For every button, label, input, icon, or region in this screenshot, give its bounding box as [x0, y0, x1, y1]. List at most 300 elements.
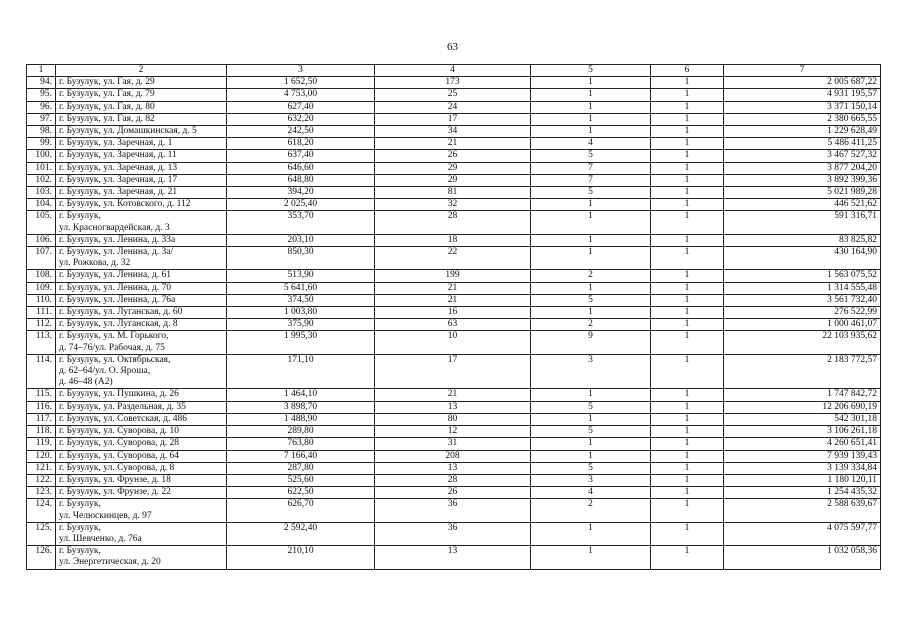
table-row — [27, 282, 881, 294]
table-row — [27, 113, 881, 125]
col6-cell: 1 — [651, 199, 724, 211]
cost-cell: 1 032 058,36 — [724, 546, 881, 569]
address-cell — [56, 270, 227, 282]
area-cell: 210,10 — [227, 546, 375, 569]
col4-cell: 21 — [375, 294, 531, 306]
area-cell: 622,50 — [227, 487, 375, 499]
table-row — [27, 413, 881, 425]
area-cell: 4 753,00 — [227, 89, 375, 101]
area-cell: 1 464,10 — [227, 389, 375, 401]
cost-cell: 430 164,90 — [724, 247, 881, 270]
row-number-cell: 107. — [27, 247, 56, 270]
area-cell: 646,60 — [227, 162, 375, 174]
row-number-cell: 99. — [27, 138, 56, 150]
page-number: 63 — [447, 41, 458, 53]
col5-cell: 1 — [531, 307, 651, 319]
col4-cell: 29 — [375, 162, 531, 174]
col5-cell: 7 — [531, 174, 651, 186]
column-header: 4 — [375, 65, 531, 77]
address-cell — [56, 294, 227, 306]
col6-cell: 1 — [651, 462, 724, 474]
area-cell: 850,30 — [227, 247, 375, 270]
cost-cell: 4 931 195,57 — [724, 89, 881, 101]
col5-cell: 1 — [531, 546, 651, 569]
col4-cell: 13 — [375, 462, 531, 474]
row-number-cell: 103. — [27, 187, 56, 199]
col4-cell: 28 — [375, 474, 531, 486]
col5-cell: 1 — [531, 282, 651, 294]
area-cell: 394,20 — [227, 187, 375, 199]
address-cell — [56, 389, 227, 401]
cost-cell: 446 521,62 — [724, 199, 881, 211]
area-cell: 7 166,40 — [227, 450, 375, 462]
address-line: г. Бузулук, ул. Фрунзе, д. 18 — [59, 474, 171, 485]
col6-cell: 1 — [651, 438, 724, 450]
col5-cell: 5 — [531, 294, 651, 306]
col5-cell: 2 — [531, 319, 651, 331]
area-cell: 353,70 — [227, 211, 375, 234]
address-cell — [56, 319, 227, 331]
col4-cell: 173 — [375, 77, 531, 89]
area-cell: 203,10 — [227, 234, 375, 246]
col4-cell: 81 — [375, 187, 531, 199]
col5-cell: 1 — [531, 113, 651, 125]
table-row — [27, 174, 881, 186]
col5-cell: 5 — [531, 462, 651, 474]
address-cell — [56, 174, 227, 186]
address-line: г. Бузулук, ул. Котовского, д. 112 — [59, 199, 191, 210]
address-cell — [56, 162, 227, 174]
header-row — [27, 65, 881, 77]
cost-cell: 22 103 935,62 — [724, 331, 881, 354]
col5-cell: 9 — [531, 331, 651, 354]
col4-cell: 13 — [375, 401, 531, 413]
area-cell: 374,50 — [227, 294, 375, 306]
address-line: г. Бузулук, ул. Гая, д. 79 — [59, 89, 155, 100]
table-row — [27, 401, 881, 413]
address-line: г. Бузулук, ул. М. Горького, — [59, 331, 169, 342]
address-line: г. Бузулук, ул. Домашкинская, д. 5 — [59, 126, 197, 137]
col5-cell: 1 — [531, 450, 651, 462]
col4-cell: 32 — [375, 199, 531, 211]
col5-cell: 1 — [531, 211, 651, 234]
row-number-cell: 104. — [27, 199, 56, 211]
col6-cell: 1 — [651, 522, 724, 545]
address-line: г. Бузулук, ул. Заречная, д. 21 — [59, 187, 178, 198]
col4-cell: 21 — [375, 389, 531, 401]
address-line: д. 46–48 (А2) — [59, 377, 113, 388]
row-number-cell: 116. — [27, 401, 56, 413]
row-number-cell: 124. — [27, 499, 56, 522]
col6-cell: 1 — [651, 474, 724, 486]
col4-cell: 80 — [375, 413, 531, 425]
row-number-cell: 109. — [27, 282, 56, 294]
address-line: г. Бузулук, ул. Гая, д. 29 — [59, 77, 155, 88]
col6-cell: 1 — [651, 413, 724, 425]
row-number-cell: 119. — [27, 438, 56, 450]
col4-cell: 24 — [375, 101, 531, 113]
address-line: г. Бузулук, ул. Заречная, д. 1 — [59, 138, 173, 149]
col6-cell: 1 — [651, 426, 724, 438]
table-row — [27, 89, 881, 101]
address-cell — [56, 426, 227, 438]
col6-cell: 1 — [651, 331, 724, 354]
address-line: г. Бузулук, ул. Заречная, д. 13 — [59, 162, 178, 173]
address-line: г. Бузулук, ул. Ленина, д. 3а/ — [59, 247, 174, 258]
area-cell: 171,10 — [227, 354, 375, 389]
row-number-cell: 115. — [27, 389, 56, 401]
col6-cell: 1 — [651, 126, 724, 138]
table-row — [27, 319, 881, 331]
col5-cell: 3 — [531, 354, 651, 389]
area-cell: 1 652,50 — [227, 77, 375, 89]
table-row — [27, 199, 881, 211]
cost-cell: 1 314 555,48 — [724, 282, 881, 294]
table-row — [27, 294, 881, 306]
address-line: г. Бузулук, ул. Суворова, д. 8 — [59, 462, 175, 473]
column-header: 7 — [724, 65, 881, 77]
address-line: г. Бузулук, ул. Раздельная, д. 35 — [59, 401, 186, 412]
table-row — [27, 426, 881, 438]
col4-cell: 13 — [375, 546, 531, 569]
col5-cell: 5 — [531, 187, 651, 199]
col4-cell: 22 — [375, 247, 531, 270]
address-cell — [56, 474, 227, 486]
cost-cell: 3 877 204,20 — [724, 162, 881, 174]
address-cell — [56, 331, 227, 354]
col6-cell: 1 — [651, 174, 724, 186]
col4-cell: 16 — [375, 307, 531, 319]
address-line: г. Бузулук, ул. Пушкина, д. 26 — [59, 389, 179, 400]
cost-cell: 1 000 461,07 — [724, 319, 881, 331]
area-cell: 5 641,60 — [227, 282, 375, 294]
col4-cell: 208 — [375, 450, 531, 462]
cost-cell: 3 561 732,40 — [724, 294, 881, 306]
address-cell — [56, 211, 227, 234]
cost-cell: 2 588 639,67 — [724, 499, 881, 522]
table-row — [27, 211, 881, 234]
col6-cell: 1 — [651, 270, 724, 282]
cost-cell: 12 206 690,19 — [724, 401, 881, 413]
cost-cell: 2 380 665,55 — [724, 113, 881, 125]
col6-cell: 1 — [651, 211, 724, 234]
address-line: ул. Челюскинцев, д. 97 — [59, 510, 152, 521]
col4-cell: 199 — [375, 270, 531, 282]
cost-cell: 1 180 120,11 — [724, 474, 881, 486]
col5-cell: 7 — [531, 162, 651, 174]
housing-table — [26, 64, 881, 570]
col4-cell: 17 — [375, 354, 531, 389]
cost-cell: 5 021 989,28 — [724, 187, 881, 199]
col5-cell: 1 — [531, 413, 651, 425]
table-row — [27, 162, 881, 174]
area-cell: 242,50 — [227, 126, 375, 138]
col6-cell: 1 — [651, 77, 724, 89]
address-cell — [56, 401, 227, 413]
table-body — [27, 77, 881, 569]
col6-cell: 1 — [651, 389, 724, 401]
col6-cell: 1 — [651, 113, 724, 125]
cost-cell: 1 747 842,72 — [724, 389, 881, 401]
col5-cell: 2 — [531, 270, 651, 282]
address-line: г. Бузулук, ул. Суворова, д. 28 — [59, 438, 180, 449]
col6-cell: 1 — [651, 354, 724, 389]
address-cell — [56, 89, 227, 101]
area-cell: 1 995,30 — [227, 331, 375, 354]
table-row — [27, 450, 881, 462]
table-row — [27, 77, 881, 89]
col5-cell: 1 — [531, 126, 651, 138]
cost-cell: 5 486 411,25 — [724, 138, 881, 150]
cost-cell: 1 254 435,32 — [724, 487, 881, 499]
cost-cell: 591 316,71 — [724, 211, 881, 234]
area-cell: 289,80 — [227, 426, 375, 438]
area-cell: 632,20 — [227, 113, 375, 125]
table-row — [27, 438, 881, 450]
col5-cell: 1 — [531, 389, 651, 401]
table-row — [27, 247, 881, 270]
col4-cell: 21 — [375, 138, 531, 150]
col4-cell: 28 — [375, 211, 531, 234]
col6-cell: 1 — [651, 450, 724, 462]
area-cell: 2 025,40 — [227, 199, 375, 211]
col4-cell: 31 — [375, 438, 531, 450]
area-cell: 3 898,70 — [227, 401, 375, 413]
col6-cell: 1 — [651, 307, 724, 319]
col4-cell: 21 — [375, 282, 531, 294]
address-line: г. Бузулук, — [59, 522, 101, 533]
address-line: г. Бузулук, ул. Советская, д. 486 — [59, 413, 187, 424]
address-cell — [56, 187, 227, 199]
table-row — [27, 307, 881, 319]
cost-cell: 1 563 075,52 — [724, 270, 881, 282]
table-row — [27, 354, 881, 389]
address-cell — [56, 462, 227, 474]
row-number-cell: 114. — [27, 354, 56, 389]
col6-cell: 1 — [651, 150, 724, 162]
table-row — [27, 270, 881, 282]
table-row — [27, 499, 881, 522]
col5-cell: 1 — [531, 77, 651, 89]
col4-cell: 29 — [375, 174, 531, 186]
cost-cell: 83 825,82 — [724, 234, 881, 246]
table-row — [27, 389, 881, 401]
table-row — [27, 234, 881, 246]
address-cell — [56, 354, 227, 389]
area-cell: 627,40 — [227, 101, 375, 113]
cost-cell: 3 139 334,84 — [724, 462, 881, 474]
address-line: г. Бузулук, — [59, 211, 101, 222]
address-line: г. Бузулук, — [59, 499, 101, 510]
address-cell — [56, 247, 227, 270]
address-cell — [56, 546, 227, 569]
address-cell — [56, 413, 227, 425]
table-row — [27, 462, 881, 474]
col4-cell: 26 — [375, 150, 531, 162]
row-number-cell: 96. — [27, 101, 56, 113]
col6-cell: 1 — [651, 401, 724, 413]
col5-cell: 1 — [531, 101, 651, 113]
row-number-cell: 100. — [27, 150, 56, 162]
col5-cell: 1 — [531, 89, 651, 101]
cost-cell: 3 106 261,18 — [724, 426, 881, 438]
col4-cell: 36 — [375, 499, 531, 522]
cost-cell: 3 892 399,36 — [724, 174, 881, 186]
address-line: ул. Шевченко, д. 76а — [59, 533, 142, 544]
area-cell: 375,90 — [227, 319, 375, 331]
address-cell — [56, 101, 227, 113]
col5-cell: 1 — [531, 247, 651, 270]
area-cell: 1 003,80 — [227, 307, 375, 319]
cost-cell: 3 371 150,14 — [724, 101, 881, 113]
row-number-cell: 102. — [27, 174, 56, 186]
address-cell — [56, 307, 227, 319]
row-number-cell: 120. — [27, 450, 56, 462]
column-header: 5 — [531, 65, 651, 77]
address-cell — [56, 282, 227, 294]
cost-cell: 3 467 527,32 — [724, 150, 881, 162]
table-row — [27, 101, 881, 113]
col5-cell: 4 — [531, 487, 651, 499]
address-line: г. Бузулук, ул. Ленина, д. 70 — [59, 282, 172, 293]
address-cell — [56, 138, 227, 150]
row-number-cell: 122. — [27, 474, 56, 486]
address-cell — [56, 499, 227, 522]
table-row — [27, 150, 881, 162]
cost-cell: 7 939 139,43 — [724, 450, 881, 462]
col6-cell: 1 — [651, 187, 724, 199]
area-cell: 525,60 — [227, 474, 375, 486]
address-line: г. Бузулук, ул. Заречная, д. 17 — [59, 174, 178, 185]
table-row — [27, 126, 881, 138]
cost-cell: 4 260 651,41 — [724, 438, 881, 450]
row-number-cell: 126. — [27, 546, 56, 569]
address-line: г. Бузулук, ул. Ленина, д. 61 — [59, 270, 172, 281]
table-row — [27, 522, 881, 545]
col5-cell: 1 — [531, 234, 651, 246]
row-number-cell: 112. — [27, 319, 56, 331]
table-row — [27, 474, 881, 486]
address-line: ул. Красногвардейская, д. 3 — [59, 222, 170, 233]
address-cell — [56, 77, 227, 89]
col6-cell: 1 — [651, 138, 724, 150]
row-number-cell: 111. — [27, 307, 56, 319]
col4-cell: 10 — [375, 331, 531, 354]
col6-cell: 1 — [651, 319, 724, 331]
col5-cell: 2 — [531, 499, 651, 522]
row-number-cell: 105. — [27, 211, 56, 234]
address-line: г. Бузулук, ул. Октябрьская, — [59, 354, 171, 365]
col5-cell: 5 — [531, 426, 651, 438]
table-row — [27, 487, 881, 499]
address-line: ул. Энергетическая, д. 20 — [59, 557, 161, 568]
col6-cell: 1 — [651, 487, 724, 499]
address-cell — [56, 150, 227, 162]
address-line: г. Бузулук, ул. Заречная, д. 11 — [59, 150, 177, 161]
cost-cell: 4 075 597,77 — [724, 522, 881, 545]
col4-cell: 25 — [375, 89, 531, 101]
area-cell: 637,40 — [227, 150, 375, 162]
address-cell — [56, 487, 227, 499]
address-cell — [56, 199, 227, 211]
address-cell — [56, 450, 227, 462]
address-line: г. Бузулук, ул. Гая, д. 82 — [59, 113, 155, 124]
address-line: г. Бузулук, ул. Гая, д. 80 — [59, 101, 155, 112]
column-header: 1 — [27, 65, 56, 77]
table-row — [27, 331, 881, 354]
col6-cell: 1 — [651, 234, 724, 246]
row-number-cell: 110. — [27, 294, 56, 306]
col4-cell: 34 — [375, 126, 531, 138]
col6-cell: 1 — [651, 546, 724, 569]
area-cell: 648,80 — [227, 174, 375, 186]
area-cell: 2 592,40 — [227, 522, 375, 545]
area-cell: 287,80 — [227, 462, 375, 474]
col6-cell: 1 — [651, 499, 724, 522]
address-cell — [56, 234, 227, 246]
col4-cell: 12 — [375, 426, 531, 438]
address-line: г. Бузулук, ул. Суворова, д. 64 — [59, 450, 180, 461]
column-header: 6 — [651, 65, 724, 77]
address-cell — [56, 126, 227, 138]
address-cell — [56, 522, 227, 545]
col5-cell: 1 — [531, 438, 651, 450]
col5-cell: 1 — [531, 522, 651, 545]
address-line: г. Бузулук, ул. Ленина, д. 76а — [59, 294, 176, 305]
col5-cell: 3 — [531, 474, 651, 486]
address-line: ул. Рожкова, д. 32 — [59, 258, 131, 269]
column-header: 2 — [56, 65, 227, 77]
row-number-cell: 118. — [27, 426, 56, 438]
col6-cell: 1 — [651, 89, 724, 101]
cost-cell: 1 229 628,49 — [724, 126, 881, 138]
cost-cell: 542 301,18 — [724, 413, 881, 425]
address-line: г. Бузулук, ул. Луганская, д. 8 — [59, 319, 178, 330]
col4-cell: 17 — [375, 113, 531, 125]
row-number-cell: 101. — [27, 162, 56, 174]
col5-cell: 5 — [531, 150, 651, 162]
col6-cell: 1 — [651, 101, 724, 113]
row-number-cell: 97. — [27, 113, 56, 125]
row-number-cell: 113. — [27, 331, 56, 354]
address-line: г. Бузулук, — [59, 546, 101, 557]
row-number-cell: 98. — [27, 126, 56, 138]
row-number-cell: 95. — [27, 89, 56, 101]
table-row — [27, 546, 881, 569]
col6-cell: 1 — [651, 282, 724, 294]
table-row — [27, 138, 881, 150]
col6-cell: 1 — [651, 294, 724, 306]
col4-cell: 26 — [375, 487, 531, 499]
row-number-cell: 123. — [27, 487, 56, 499]
col6-cell: 1 — [651, 247, 724, 270]
cost-cell: 2 005 687,22 — [724, 77, 881, 89]
area-cell: 513,90 — [227, 270, 375, 282]
col4-cell: 63 — [375, 319, 531, 331]
col4-cell: 18 — [375, 234, 531, 246]
address-cell — [56, 438, 227, 450]
row-number-cell: 117. — [27, 413, 56, 425]
area-cell: 1 488,90 — [227, 413, 375, 425]
address-cell — [56, 113, 227, 125]
row-number-cell: 106. — [27, 234, 56, 246]
col5-cell: 4 — [531, 138, 651, 150]
address-line: д. 74–76/ул. Рабочая, д. 75 — [59, 342, 165, 353]
column-header: 3 — [227, 65, 375, 77]
col6-cell: 1 — [651, 162, 724, 174]
cost-cell: 2 183 772,57 — [724, 354, 881, 389]
row-number-cell: 125. — [27, 522, 56, 545]
